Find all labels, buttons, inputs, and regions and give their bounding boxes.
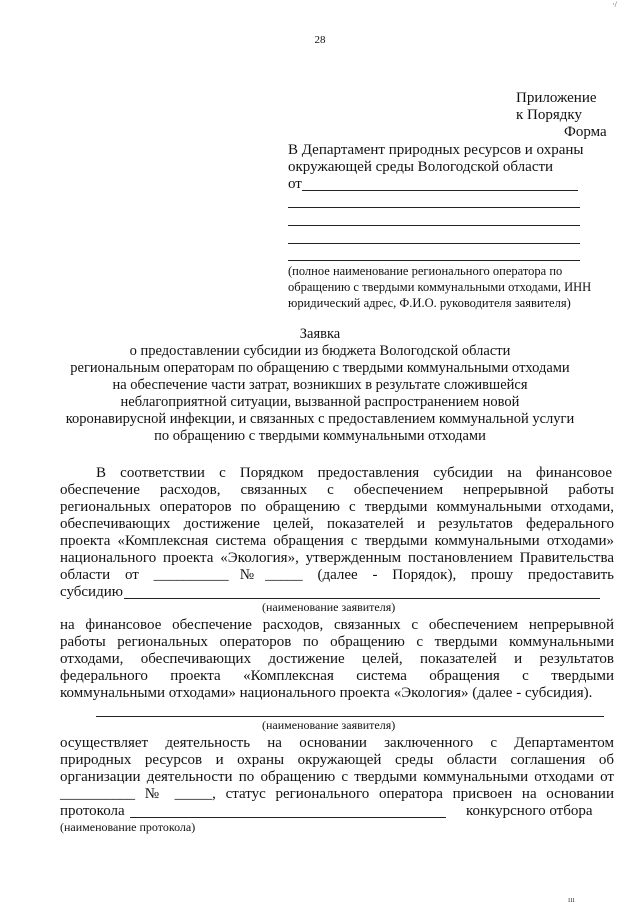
from-line [302, 190, 578, 191]
p1-line-8: субсидию [60, 584, 123, 600]
page-number: 28 [314, 34, 326, 46]
p1-line-1: В соответствии с Порядком предоставления субсидии на финансовое [96, 465, 612, 481]
addressee-note-1: (полное наименование регионального оператора по [288, 264, 563, 278]
title-6: коронавирусной инфекции, и связанных с предоставлением коммунальной услуги [65, 411, 575, 427]
title-5: неблагоприятной ситуации, вызванной распространением новой [120, 394, 520, 410]
blank-line-1 [288, 207, 580, 208]
title-7: по обращению с твердыми коммунальными отходами [154, 428, 486, 444]
p1-line-7: области от __________№_____ (далее - Порядок), прошу предоставить [60, 567, 614, 583]
title-3: региональным операторам по обращению с твердыми коммунальными отходами [70, 360, 570, 376]
p3-line-2: природных ресурсов и охраны окружающей среды области соглашения об [60, 752, 614, 768]
p2-line-5: коммунальными отходами» национального проекта «Экология» (далее - субсидия). [60, 685, 593, 701]
hint-applicant-2: (наименование заявителя) [262, 718, 396, 732]
addressee-note-3: юридический адрес, Ф.И.О. руководителя заявителя) [288, 296, 571, 310]
p1-line-4: обеспечивающих достижение целей, показателей и результатов федерального [60, 516, 614, 532]
p3-line-5a: протокола [60, 803, 125, 819]
title-2: о предоставлении субсидии из бюджета Вологодской области [129, 343, 511, 359]
to-order-label: к Порядку [516, 107, 582, 123]
p3-line-5b: конкурсного отбора [466, 803, 593, 819]
p2-line-3: отходами, обеспечивающих достижение целей, показателей и результатов [60, 651, 614, 667]
p1-line-5: проекта «Комплексная система обращения с твердыми коммунальными отходами» [60, 533, 614, 549]
p2-line-1: на финансовое обеспечение расходов, связанных с обеспечением непрерывной [60, 617, 614, 633]
p2-line-2: работы региональных операторов по обращению с твердыми коммунальными [60, 634, 614, 650]
form-label: Форма [564, 124, 607, 140]
protocol-line [130, 817, 446, 818]
title-4: на обеспечение части затрат, возникших в результате сложившейся [112, 377, 528, 393]
applicant-line-2 [96, 716, 604, 717]
blank-line-3 [288, 243, 580, 244]
hint-applicant-1: (наименование заявителя) [262, 600, 396, 614]
applicant-line-1 [124, 598, 600, 599]
blank-line-4 [288, 260, 580, 261]
addressee-line-2: окружающей среды Вологодской области [288, 159, 554, 175]
corner-mark-top: ·/ [612, 0, 617, 9]
addressee-note-2: обращению с твердыми коммунальными отходами, ИНН [288, 280, 592, 294]
addressee-from: от [288, 176, 302, 192]
title-1: Заявка [299, 326, 341, 342]
p1-line-6: национального проекта «Экология», утвержденным постановлением Правительства [60, 550, 614, 566]
p1-line-2: обеспечение расходов, связанных с обеспечением непрерывной работы [60, 482, 614, 498]
p3-line-1: осуществляет деятельность на основании заключенного с Департаментом [60, 735, 614, 751]
p3-line-4: __________ № _____, статус регионального оператора присвоен на основании [60, 786, 614, 802]
hint-protocol: (наименование протокола) [60, 820, 196, 834]
addressee-line-1: В Департамент природных ресурсов и охраны [288, 142, 584, 158]
corner-mark-bottom: ııı [568, 895, 575, 904]
blank-line-2 [288, 225, 580, 226]
p2-line-4: федерального проекта «Комплексная система обращения с твердыми [60, 668, 614, 684]
p3-line-3: организации деятельности по обращению с твердыми коммунальными отходами от [60, 769, 614, 785]
appendix-label: Приложение [516, 90, 597, 106]
p1-line-3: региональных операторов по обращению с твердыми коммунальными отходами, [60, 499, 614, 515]
